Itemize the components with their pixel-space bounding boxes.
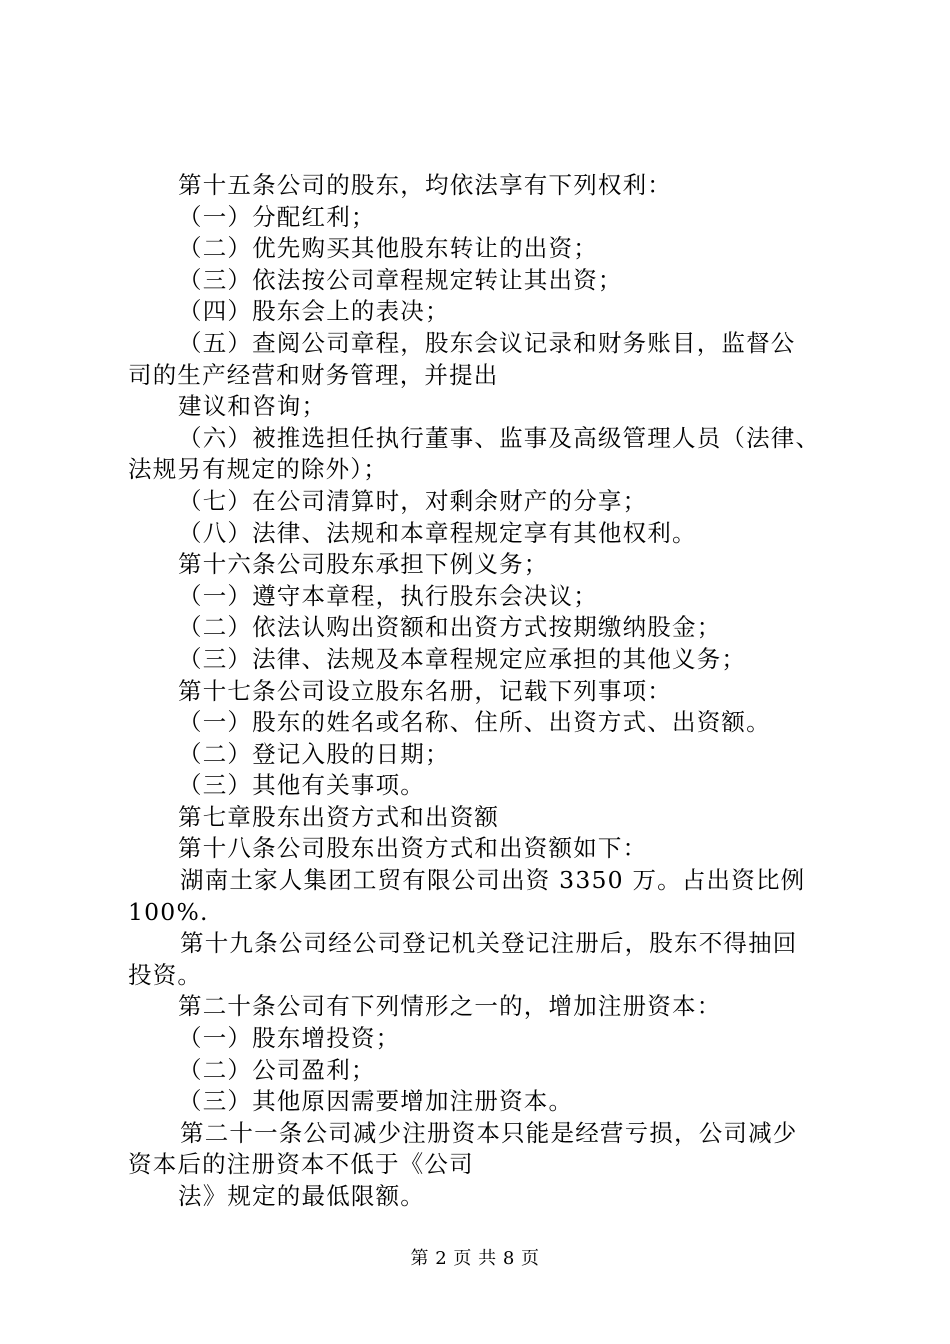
- document-body: [128, 170, 840, 1213]
- list-item: （二）依法认购出资额和出资方式按期缴纳股金；: [178, 613, 722, 642]
- list-item: （三）其他有关事项。: [178, 771, 425, 800]
- article-18-heading: 第十八条公司股东出资方式和出资额如下：: [178, 834, 648, 863]
- paragraph-line: 法》规定的最低限额。: [178, 1182, 425, 1210]
- list-item-continuation: 建议和咨询；: [178, 392, 327, 421]
- list-item: （三）其他原因需要增加注册资本。: [178, 1087, 574, 1116]
- list-item: （六）被推选担任执行董事、监事及高级管理人员（法律、: [178, 423, 821, 452]
- list-item: （一）股东增投资；: [178, 1024, 401, 1053]
- list-item: （三）法律、法规及本章程规定应承担的其他义务；: [178, 644, 747, 673]
- chapter-7-heading: 第七章股东出资方式和出资额: [178, 802, 500, 831]
- list-item: （四）股东会上的表决；: [178, 297, 450, 326]
- article-20-heading: 第二十条公司有下列情形之一的，增加注册资本：: [178, 992, 722, 1021]
- article-17-heading: 第十七条公司设立股东名册，记载下列事项：: [178, 676, 672, 705]
- list-item: （八）法律、法规和本章程规定享有其他权利。: [178, 518, 697, 547]
- list-item: （二）优先购买其他股东转让的出资；: [178, 234, 598, 263]
- article-21-text: 第二十一条公司减少注册资本只能是经营亏损，公司减少: [180, 1118, 798, 1147]
- list-item: （一）分配红利；: [178, 202, 376, 231]
- paragraph-line: 100%.: [128, 897, 209, 926]
- list-item: （一）遵守本章程，执行股东会决议；: [178, 581, 598, 610]
- list-item: （三）依法按公司章程规定转让其出资；: [178, 265, 623, 294]
- article-19-text: 第十九条公司经公司登记机关登记注册后，股东不得抽回: [180, 929, 798, 958]
- paragraph-line: 投资。: [128, 960, 203, 989]
- paragraph-line: 湖南土家人集团工贸有限公司出资 3350 万。占出资比例: [180, 866, 806, 895]
- paragraph-line: 资本后的注册资本不低于《公司: [128, 1150, 474, 1179]
- list-item-continuation: 司的生产经营和财务管理，并提出: [128, 360, 499, 389]
- page-number-footer: 第 2 页 共 8 页: [410, 1248, 540, 1269]
- article-16-heading: 第十六条公司股东承担下例义务；: [178, 550, 549, 579]
- list-item: （二）公司盈利；: [178, 1055, 376, 1084]
- article-15-heading: 第十五条公司的股东，均依法享有下列权利：: [178, 171, 672, 199]
- list-item: （五）查阅公司章程，股东会议记录和财务账目，监督公: [178, 328, 796, 357]
- list-item: （二）登记入股的日期；: [178, 739, 450, 768]
- list-item: （七）在公司清算时，对剩余财产的分享；: [178, 486, 648, 515]
- list-item-continuation: 法规另有规定的除外）；: [128, 455, 388, 484]
- list-item: （一）股东的姓名或名称、住所、出资方式、出资额。: [178, 708, 771, 737]
